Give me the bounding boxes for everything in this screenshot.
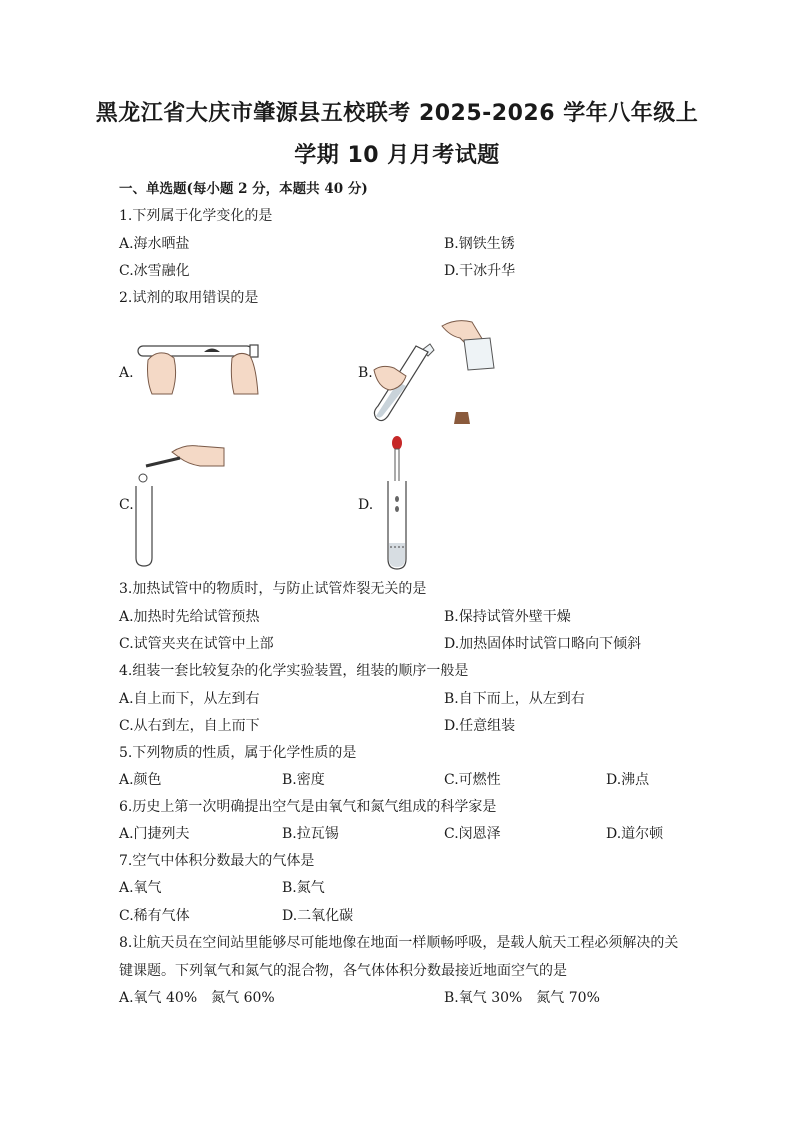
question-8-stem-line-2: 键课题。下列氧气和氮气的混合物，各气体体积分数最接近地面空气的是	[119, 963, 567, 979]
q6-option-d: D.道尔顿	[606, 826, 664, 842]
q3-option-c: C.试管夹夹在试管中上部	[119, 636, 274, 652]
figure-c-dropper-tube	[128, 436, 228, 568]
figure-b-pouring-liquid	[372, 316, 500, 426]
q5-option-b: B.密度	[282, 772, 325, 788]
title-line-1: 黑龙江省大庆市肇源县五校联考 2025-2026 学年八年级上	[95, 101, 699, 126]
q7-option-d: D.二氧化碳	[282, 908, 354, 924]
q5-option-d: D.沸点	[606, 772, 650, 788]
question-3-stem: 3.加热试管中的物质时，与防止试管炸裂无关的是	[119, 581, 427, 597]
section-heading: 一、单选题(每小题 2 分，本题共 40 分)	[119, 181, 368, 197]
question-8-stem-line-1: 8.让航天员在空间站里能够尽可能地像在地面一样顺畅呼吸，是载人航天工程必须解决的关	[119, 935, 679, 951]
q3-option-b: B.保持试管外壁干燥	[444, 609, 571, 625]
question-6-stem: 6.历史上第一次明确提出空气是由氧气和氮气组成的科学家是	[119, 799, 497, 815]
q2-option-a: A.	[119, 365, 134, 381]
question-7-stem: 7.空气中体积分数最大的气体是	[119, 853, 315, 869]
question-2-stem: 2.试剂的取用错误的是	[119, 290, 259, 306]
q8-option-a: A.氧气 40% 氮气 60%	[119, 990, 275, 1006]
q8-option-b: B.氧气 30% 氮气 70%	[444, 990, 600, 1006]
q3-option-a: A.加热时先给试管预热	[119, 609, 260, 625]
q1-option-a: A.海水晒盐	[119, 236, 190, 252]
figure-a-test-tube-horizontal	[134, 336, 266, 398]
q1-option-d: D.干冰升华	[444, 263, 516, 279]
q2-option-b: B.	[358, 365, 373, 381]
q4-option-d: D.任意组装	[444, 718, 516, 734]
q3-option-d: D.加热固体时试管口略向下倾斜	[444, 636, 642, 652]
title-line-2: 学期 10 月月考试题	[294, 143, 500, 168]
question-4-stem: 4.组装一套比较复杂的化学实验装置，组装的顺序一般是	[119, 663, 469, 679]
q5-option-a: A.颜色	[119, 772, 162, 788]
q6-option-c: C.闵恩泽	[444, 826, 501, 842]
q4-option-b: B.自下而上，从左到右	[444, 691, 585, 707]
q6-option-b: B.拉瓦锡	[282, 826, 339, 842]
q4-option-c: C.从右到左，自上而下	[119, 718, 260, 734]
q2-option-c: C.	[119, 497, 134, 513]
q2-option-d: D.	[358, 497, 374, 513]
q5-option-c: C.可燃性	[444, 772, 501, 788]
figure-d-dropper-in-tube	[382, 433, 416, 573]
question-5-stem: 5.下列物质的性质，属于化学性质的是	[119, 745, 357, 761]
q7-option-c: C.稀有气体	[119, 908, 190, 924]
q4-option-a: A.自上而下，从左到右	[119, 691, 260, 707]
q1-option-c: C.冰雪融化	[119, 263, 190, 279]
question-1-stem: 1.下列属于化学变化的是	[119, 208, 273, 224]
q1-option-b: B.钢铁生锈	[444, 236, 515, 252]
q7-option-b: B.氮气	[282, 880, 325, 896]
q6-option-a: A.门捷列夫	[119, 826, 190, 842]
q7-option-a: A.氧气	[119, 880, 162, 896]
